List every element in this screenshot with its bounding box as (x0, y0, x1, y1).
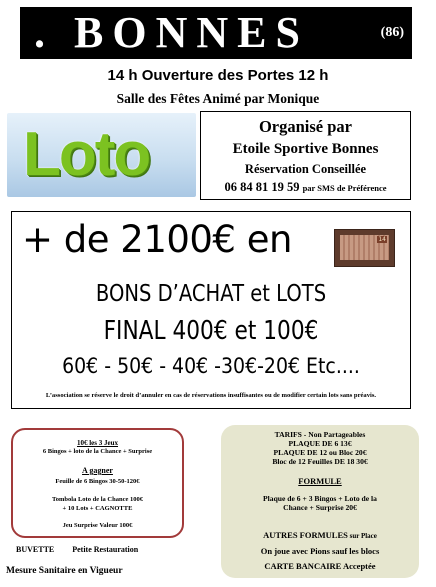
department-number: (86) (380, 25, 404, 40)
autres-formules (221, 530, 419, 540)
games-to-win: A gagner (82, 466, 113, 475)
event-times: 14 h Ouverture des Portes 12 h (107, 67, 329, 84)
prize-vouchers: BONS D’ACHAT et LOTS (95, 281, 327, 307)
games-tombola: Tombola Loto de la Chance 100€ (52, 496, 143, 503)
reservation-note: Réservation Conseillée (244, 162, 367, 176)
autres-formules-label: AUTRES FORMULES (263, 530, 348, 540)
organizer-club: Etoile Sportive Bonnes (232, 141, 379, 157)
title-bar (20, 7, 412, 59)
prize-amounts: 60€ - 50€ - 40€ -30€-20€ Etc.... (62, 354, 360, 379)
games-bingo-prizes: Feuille de 6 Bingos 30-50-120€ (55, 478, 140, 485)
event-venue: Salle des Fêtes Animé par Monique (116, 91, 320, 106)
payment-note: CARTE BANCAIRE Acceptée (264, 561, 376, 571)
organizer-intro: Organisé par (258, 117, 353, 136)
formule-line-2: Chance + Surprise 20€ (283, 503, 357, 512)
tarifs-title: TARIFS - Non Partageables (274, 430, 366, 439)
sanitary-notice: Mesure Sanitaire en Vigueur (6, 566, 123, 576)
pions-note: On joue avec Pions sauf les blocs (260, 546, 380, 556)
formule-line-1: Plaque de 6 + 3 Bingos + Loto de la (263, 494, 377, 503)
prize-final: FINAL 400€ et 100€ (103, 316, 319, 346)
loto-logo (7, 113, 196, 197)
organizer-contact (201, 180, 410, 195)
games-cagnotte: + 10 Lots + CAGNOTTE (62, 505, 133, 512)
buvette-label: BUVETTE (16, 545, 55, 554)
games-box (11, 428, 184, 538)
restauration-label: Petite Restauration (72, 545, 139, 554)
sms-note: par SMS de Préférence (302, 183, 387, 193)
prizes-box (11, 211, 411, 409)
loto-logo-word: Loto (23, 120, 150, 189)
autres-formules-note: sur Place (347, 532, 377, 540)
organizer-box (200, 111, 411, 200)
games-list: 6 Bingos + loto de la Chance + Surprise (42, 448, 153, 455)
tarif-plaque-6: PLAQUE DE 6 13€ (288, 439, 352, 448)
tarifs-box (221, 425, 419, 578)
tarif-bloc-18: Bloc de 12 Feuilles DE 18 30€ (272, 457, 368, 466)
services-line (16, 545, 138, 554)
games-price: 10€ les 3 Jeux (76, 439, 119, 447)
photo-number: 14 (378, 236, 386, 243)
town-name: . BONNES (34, 8, 309, 57)
phone-number: 06 84 81 19 59 (224, 180, 300, 194)
prize-disclaimer: L’association se réserve le droit d’annuler en cas de réservations insuffisantes ou de modifier certain lots sans préavis. (45, 392, 377, 399)
tarif-plaque-12: PLAQUE DE 12 ou Bloc 20€ (273, 448, 367, 457)
loto-screen-photo (334, 229, 395, 267)
formule-title: FORMULE (298, 476, 342, 486)
prize-headline: + de 2100€ en (22, 218, 292, 261)
games-surprise: Jeu Surprise Valeur 100€ (62, 522, 133, 529)
